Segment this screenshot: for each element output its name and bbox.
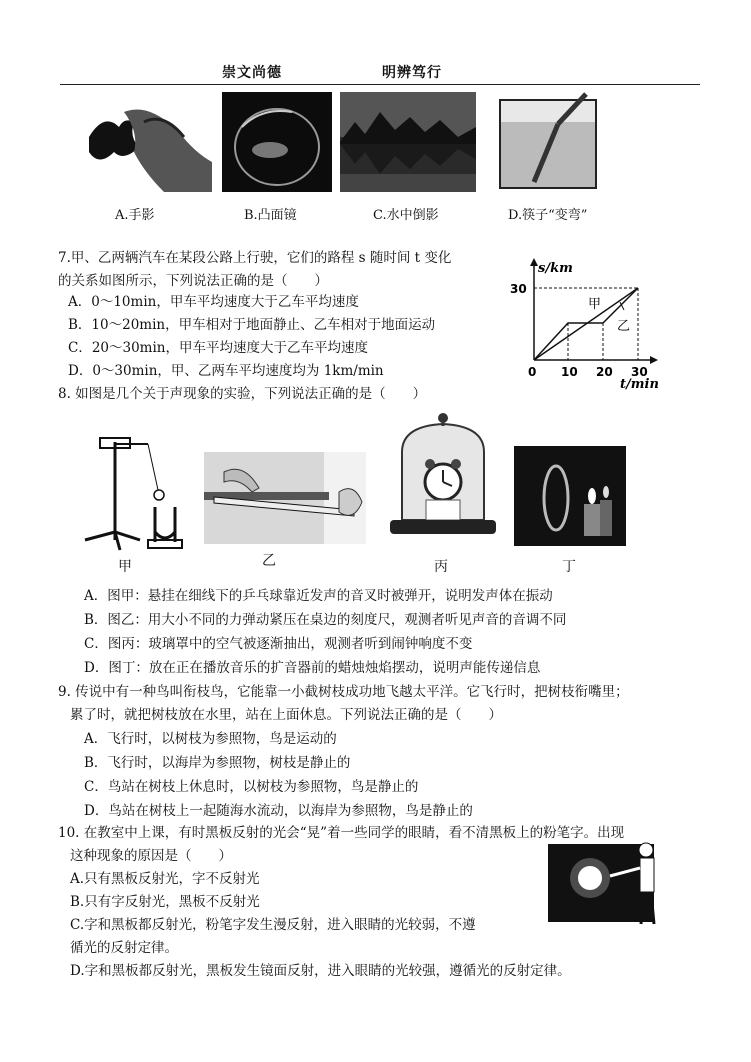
q7-stem-1: 7.甲、乙两辆汽车在某段公路上行驶，它们的路程 s 随时间 t 变化 (58, 250, 452, 266)
caption-b: B.凸面镜 (244, 208, 297, 223)
q9-option-b: B．飞行时，以海岸为参照物，树枝是静止的 (84, 755, 351, 771)
speaker-candle-figure (514, 446, 626, 546)
tuning-fork-figure (80, 432, 190, 552)
q9-stem-1: 9. 传说中有一种鸟叫衔枝鸟，它能靠一小截树枝成功地飞越太平洋。它飞行时，把树枝衔嘴里； (58, 684, 629, 700)
graph-jia-label: 甲 (588, 297, 602, 312)
figure-label-jia: 甲 (118, 559, 132, 575)
q7-option-c: C．20～30min，甲车平均速度大于乙车平均速度 (68, 340, 368, 356)
hand-shadow-photo (84, 92, 214, 192)
figure-label-bing: 丙 (434, 559, 448, 575)
q9-option-c: C．鸟站在树枝上休息时，以树枝为参照物，鸟是静止的 (84, 779, 419, 795)
q10-stem-1: 10. 在教室中上课，有时黑板反射的光会“晃”着一些同学的眼睛，看不清黑板上的粉笔字。出现 (58, 825, 625, 841)
graph-y30: 30 (510, 282, 527, 296)
q7-option-a: A．0～10min，甲车平均速度大于乙车平均速度 (68, 294, 359, 310)
header-right: 明辨笃行 (382, 65, 442, 81)
q10-option-c-line1: C.字和黑板都反射光，粉笔字发生漫反射，进入眼睛的光较弱，不遵 (70, 917, 476, 933)
ruler-figure (204, 452, 366, 544)
water-reflection-photo (340, 92, 476, 192)
q7-distance-time-graph (508, 250, 670, 390)
graph-x20: 20 (596, 365, 613, 379)
q10-option-d: D.字和黑板都反射光，黑板发生镜面反射，进入眼睛的光较强，遵循光的反射定律。 (70, 963, 571, 979)
q10-stem-2: 这种现象的原因是（ ） (70, 848, 232, 864)
q8-option-c: C．图丙：玻璃罩中的空气被逐渐抽出，观测者听到闹钟响度不变 (84, 636, 473, 652)
bell-jar-figure (388, 412, 498, 542)
graph-x30: 30 (631, 365, 648, 379)
figure-label-yi: 乙 (262, 553, 276, 569)
q9-stem-2: 累了时，就把树枝放在水里，站在上面休息。下列说法正确的是（ ） (70, 707, 502, 723)
header-rule (60, 84, 700, 85)
header-left: 崇文尚德 (222, 65, 282, 81)
graph-x10: 10 (561, 365, 578, 379)
q10-option-a: A.只有黑板反射光，字不反射光 (70, 871, 260, 887)
graph-ylabel: s/km (538, 261, 573, 276)
q7-option-b: B．10～20min，甲车相对于地面静止、乙车相对于地面运动 (68, 317, 436, 333)
q8-option-b: B．图乙：用大小不同的力弹动紧压在桌边的刻度尺，观测者听见声音的音调不同 (84, 612, 567, 628)
q10-option-c-line2: 循光的反射定律。 (70, 940, 178, 956)
caption-d: D.筷子“变弯” (508, 208, 588, 223)
q10-option-b: B.只有字反射光，黑板不反射光 (70, 894, 260, 910)
caption-a: A.手影 (115, 208, 155, 223)
q7-stem-2: 的关系如图所示，下列说法正确的是（ ） (58, 273, 328, 289)
graph-xlabel: t/min (620, 377, 659, 390)
q8-option-d: D．图丁：放在正在播放音乐的扩音器前的蜡烛烛焰摆动，说明声能传递信息 (84, 660, 541, 676)
caption-c: C.水中倒影 (373, 208, 439, 223)
q9-option-d: D．鸟站在树枝上一起随海水流动，以海岸为参照物，鸟是静止的 (84, 803, 473, 819)
chopsticks-photo (486, 92, 610, 192)
graph-yi-label: 乙 (617, 319, 631, 334)
blackboard-glare-figure (548, 838, 668, 928)
convex-mirror-photo (222, 92, 332, 192)
q7-option-d: D．0～30min，甲、乙两车平均速度均为 1km/min (68, 363, 384, 379)
figure-label-ding: 丁 (562, 559, 576, 575)
q8-option-a: A．图甲：悬挂在细线下的乒乓球靠近发声的音叉时被弹开，说明发声体在振动 (84, 588, 553, 604)
q9-option-a: A．飞行时，以树枝为参照物，鸟是运动的 (84, 731, 337, 747)
graph-x0: 0 (528, 365, 537, 379)
q8-stem: 8. 如图是几个关于声现象的实验，下列说法正确的是（ ） (58, 386, 427, 402)
